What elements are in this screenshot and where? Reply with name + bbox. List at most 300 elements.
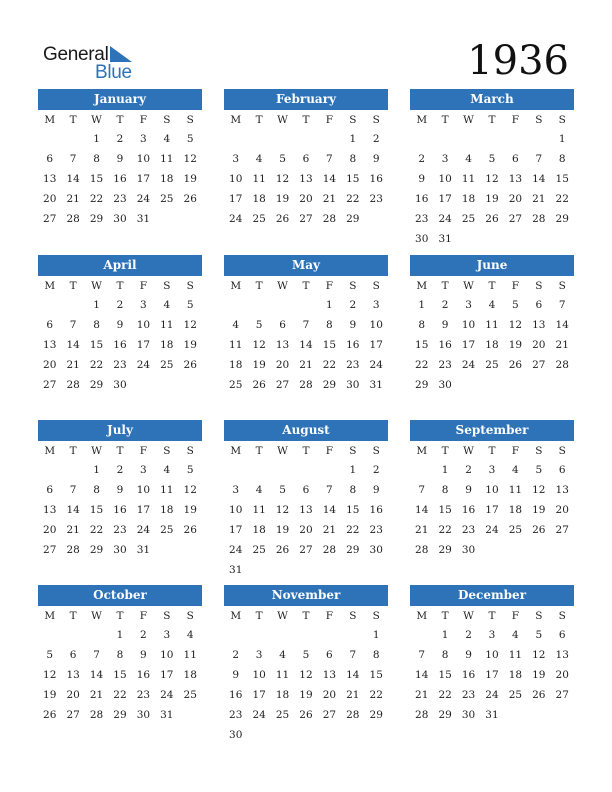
day-cell: 20 — [43, 524, 57, 536]
day-cell: 2 — [116, 133, 124, 145]
day-cell: 18 — [160, 173, 174, 185]
day-cell: 2 — [116, 299, 124, 311]
day-cell: 7 — [302, 319, 310, 331]
empty-day-cell — [294, 625, 317, 645]
day-cell: 21 — [322, 193, 337, 205]
day-cell: 6 — [302, 153, 310, 165]
day-cell: 16 — [136, 669, 151, 681]
month-header: April — [38, 255, 202, 276]
day-cell: 8 — [372, 649, 380, 661]
day-cell: 24 — [369, 359, 383, 371]
day-cell: 2 — [140, 629, 147, 641]
day-cell: 27 — [299, 213, 313, 225]
day-cell: 11 — [229, 339, 243, 351]
day-cell: 6 — [512, 153, 519, 165]
day-cell: 27 — [66, 709, 80, 721]
day-cell: 20 — [43, 359, 57, 371]
day-cell: 1 — [349, 133, 357, 145]
day-cell: 11 — [485, 319, 499, 331]
month-header: November — [224, 585, 388, 606]
day-cell: 28 — [66, 213, 80, 225]
day-cell: 26 — [275, 544, 290, 556]
day-cell: 19 — [508, 339, 523, 351]
day-cell: 15 — [555, 173, 569, 185]
empty-day-cell — [224, 295, 247, 315]
weekday-header: T — [488, 445, 496, 457]
empty-day-cell — [480, 129, 503, 149]
empty-day-cell — [61, 129, 84, 149]
day-cell: 6 — [302, 484, 310, 496]
empty-day-cell — [247, 129, 270, 149]
weekday-header: S — [163, 610, 171, 622]
day-cell: 31 — [136, 544, 151, 556]
day-cell: 26 — [485, 213, 499, 225]
empty-day-cell — [457, 129, 480, 149]
day-cell: 11 — [461, 173, 476, 185]
day-cell: 22 — [415, 359, 429, 371]
empty-day-cell — [271, 625, 294, 645]
day-cell: 20 — [299, 524, 313, 536]
empty-day-cell — [294, 295, 317, 315]
day-cell: 9 — [116, 484, 124, 496]
month-header: May — [224, 255, 388, 276]
day-cell: 5 — [535, 629, 543, 641]
weekday-header: M — [44, 114, 56, 126]
day-cell: 7 — [69, 484, 77, 496]
day-cell: 10 — [160, 649, 174, 661]
day-cell: 16 — [369, 173, 383, 185]
day-cell: 13 — [275, 339, 290, 351]
day-cell: 5 — [512, 299, 519, 311]
day-cell: 10 — [438, 173, 452, 185]
empty-day-cell — [318, 460, 341, 480]
day-cell: 27 — [275, 379, 290, 391]
day-cell: 17 — [252, 689, 266, 701]
day-cell: 24 — [438, 213, 452, 225]
day-cell: 3 — [140, 299, 147, 311]
day-cell: 11 — [160, 484, 174, 496]
day-cell: 15 — [89, 339, 104, 351]
day-cell: 19 — [275, 524, 290, 536]
year-title: 1936 — [467, 38, 569, 84]
day-cell: 21 — [532, 193, 546, 205]
day-cell: 14 — [555, 319, 569, 331]
day-cell: 24 — [461, 359, 476, 371]
day-cell: 3 — [372, 299, 380, 311]
day-cell: 9 — [140, 649, 147, 661]
day-cell: 29 — [89, 379, 104, 391]
weekday-header: T — [302, 445, 310, 457]
day-cell: 13 — [66, 669, 80, 681]
day-cell: 13 — [508, 173, 523, 185]
day-cell: 16 — [346, 339, 360, 351]
weekday-header: S — [186, 610, 194, 622]
day-cell: 20 — [555, 669, 569, 681]
day-cell: 20 — [322, 689, 337, 701]
weekday-header: M — [44, 280, 56, 292]
day-cell: 28 — [415, 709, 429, 721]
day-cell: 2 — [116, 464, 124, 476]
weekday-header: F — [139, 610, 148, 622]
weekday-header: T — [255, 445, 263, 457]
day-cell: 31 — [438, 233, 452, 245]
day-cell: 10 — [136, 484, 151, 496]
day-cell: 13 — [43, 173, 57, 185]
empty-day-cell — [247, 625, 270, 645]
day-cell: 28 — [322, 544, 337, 556]
day-cell: 6 — [46, 319, 54, 331]
weekday-header: T — [302, 114, 310, 126]
day-cell: 22 — [113, 689, 127, 701]
day-cell: 26 — [43, 709, 57, 721]
day-cell: 25 — [275, 709, 290, 721]
day-cell: 11 — [252, 504, 266, 516]
day-cell: 22 — [369, 689, 383, 701]
day-cell: 2 — [441, 299, 449, 311]
weekday-header: T — [116, 610, 124, 622]
weekday-header: W — [463, 114, 474, 126]
day-cell: 8 — [116, 649, 124, 661]
day-cell: 11 — [252, 173, 266, 185]
weekday-header: F — [139, 280, 148, 292]
day-cell: 21 — [89, 689, 104, 701]
month-days-grid — [224, 606, 388, 745]
day-cell: 7 — [326, 484, 333, 496]
day-cell: 19 — [183, 504, 197, 516]
day-cell: 25 — [229, 379, 243, 391]
day-cell: 23 — [136, 689, 151, 701]
day-cell: 15 — [89, 504, 104, 516]
weekday-header: S — [535, 114, 543, 126]
day-cell: 29 — [415, 379, 429, 391]
day-cell: 27 — [43, 544, 57, 556]
weekday-header: F — [325, 445, 334, 457]
day-cell: 19 — [275, 193, 290, 205]
month-days-grid — [410, 110, 574, 249]
weekday-header: T — [302, 610, 310, 622]
day-cell: 3 — [465, 299, 472, 311]
weekday-header: F — [325, 610, 334, 622]
weekday-header: S — [163, 280, 171, 292]
day-cell: 29 — [346, 544, 360, 556]
day-cell: 1 — [441, 464, 449, 476]
day-cell: 7 — [349, 649, 357, 661]
day-cell: 17 — [136, 504, 151, 516]
month-days-grid — [38, 276, 202, 395]
day-cell: 8 — [326, 319, 333, 331]
weekday-header: S — [186, 445, 194, 457]
empty-day-cell — [38, 460, 61, 480]
day-cell: 22 — [346, 193, 360, 205]
day-cell: 25 — [160, 359, 174, 371]
day-cell: 13 — [299, 504, 313, 516]
day-cell: 24 — [136, 524, 151, 536]
weekday-header: S — [372, 114, 380, 126]
month-header: September — [410, 420, 574, 441]
day-cell: 29 — [555, 213, 569, 225]
month-days-grid — [224, 110, 388, 229]
day-cell: 9 — [116, 153, 124, 165]
day-cell: 9 — [116, 319, 124, 331]
weekday-header: S — [372, 610, 380, 622]
empty-day-cell — [271, 460, 294, 480]
day-cell: 5 — [186, 133, 194, 145]
empty-day-cell — [224, 460, 247, 480]
day-cell: 24 — [252, 709, 266, 721]
weekday-header: T — [488, 280, 496, 292]
day-cell: 6 — [326, 649, 333, 661]
day-cell: 2 — [349, 299, 357, 311]
day-cell: 12 — [299, 669, 313, 681]
empty-day-cell — [294, 129, 317, 149]
day-cell: 4 — [163, 133, 171, 145]
day-cell: 10 — [369, 319, 383, 331]
weekday-header: S — [186, 114, 194, 126]
weekday-header: F — [325, 280, 334, 292]
day-cell: 8 — [441, 649, 449, 661]
weekday-header: M — [230, 114, 242, 126]
month-october — [38, 585, 202, 725]
day-cell: 28 — [322, 213, 337, 225]
day-cell: 11 — [508, 649, 523, 661]
day-cell: 23 — [461, 689, 476, 701]
weekday-header: M — [416, 610, 428, 622]
day-cell: 25 — [508, 689, 523, 701]
day-cell: 1 — [93, 299, 100, 311]
day-cell: 30 — [461, 709, 476, 721]
day-cell: 3 — [232, 153, 240, 165]
empty-day-cell — [271, 129, 294, 149]
day-cell: 25 — [183, 689, 197, 701]
weekday-header: S — [535, 610, 543, 622]
day-cell: 18 — [160, 339, 174, 351]
month-header: January — [38, 89, 202, 110]
day-cell: 22 — [89, 193, 104, 205]
day-cell: 1 — [349, 464, 357, 476]
day-cell: 17 — [136, 339, 151, 351]
month-days-grid — [224, 441, 388, 580]
day-cell: 7 — [418, 484, 426, 496]
day-cell: 10 — [136, 153, 151, 165]
day-cell: 29 — [438, 709, 452, 721]
empty-day-cell — [504, 129, 527, 149]
month-header: March — [410, 89, 574, 110]
day-cell: 14 — [322, 504, 337, 516]
day-cell: 2 — [465, 464, 472, 476]
day-cell: 18 — [508, 669, 523, 681]
logo-text-general: General — [43, 44, 109, 65]
weekday-header: T — [488, 114, 496, 126]
empty-day-cell — [433, 129, 456, 149]
day-cell: 1 — [418, 299, 426, 311]
day-cell: 14 — [66, 339, 80, 351]
day-cell: 30 — [438, 379, 452, 391]
day-cell: 22 — [89, 524, 104, 536]
day-cell: 31 — [369, 379, 383, 391]
day-cell: 11 — [508, 484, 523, 496]
weekday-header: T — [488, 610, 496, 622]
day-cell: 28 — [66, 379, 80, 391]
weekday-header: M — [230, 610, 242, 622]
day-cell: 14 — [415, 669, 429, 681]
day-cell: 14 — [346, 669, 360, 681]
day-cell: 16 — [461, 504, 476, 516]
day-cell: 31 — [229, 564, 243, 576]
day-cell: 28 — [66, 544, 80, 556]
day-cell: 15 — [346, 173, 360, 185]
weekday-header: F — [139, 445, 148, 457]
day-cell: 16 — [461, 669, 476, 681]
empty-day-cell — [38, 625, 61, 645]
day-cell: 29 — [438, 544, 452, 556]
weekday-header: W — [463, 445, 474, 457]
day-cell: 18 — [485, 339, 499, 351]
month-may — [224, 255, 388, 395]
day-cell: 18 — [508, 504, 523, 516]
weekday-header: T — [441, 280, 449, 292]
day-cell: 6 — [558, 629, 566, 641]
weekday-header: S — [349, 610, 357, 622]
weekday-header: T — [69, 280, 77, 292]
empty-day-cell — [85, 625, 108, 645]
day-cell: 16 — [438, 339, 452, 351]
day-cell: 8 — [93, 484, 100, 496]
month-days-grid — [410, 276, 574, 395]
day-cell: 10 — [485, 484, 499, 496]
day-cell: 11 — [160, 153, 174, 165]
day-cell: 9 — [418, 173, 426, 185]
day-cell: 5 — [46, 649, 54, 661]
day-cell: 5 — [186, 299, 194, 311]
day-cell: 3 — [232, 484, 240, 496]
weekday-header: T — [116, 445, 124, 457]
weekday-header: M — [416, 114, 428, 126]
day-cell: 31 — [160, 709, 174, 721]
day-cell: 10 — [485, 649, 499, 661]
day-cell: 15 — [322, 339, 337, 351]
weekday-header: W — [91, 445, 102, 457]
day-cell: 15 — [438, 669, 452, 681]
day-cell: 27 — [532, 359, 546, 371]
day-cell: 21 — [66, 359, 80, 371]
day-cell: 20 — [275, 359, 290, 371]
day-cell: 9 — [372, 484, 380, 496]
weekday-header: S — [558, 445, 566, 457]
day-cell: 22 — [322, 359, 337, 371]
day-cell: 1 — [93, 464, 100, 476]
month-days-grid — [224, 276, 388, 395]
day-cell: 25 — [160, 524, 174, 536]
day-cell: 18 — [183, 669, 197, 681]
day-cell: 5 — [535, 464, 543, 476]
day-cell: 4 — [488, 299, 496, 311]
day-cell: 18 — [252, 193, 266, 205]
day-cell: 18 — [461, 193, 476, 205]
day-cell: 8 — [349, 484, 357, 496]
day-cell: 4 — [186, 629, 194, 641]
day-cell: 24 — [229, 213, 243, 225]
day-cell: 25 — [252, 544, 266, 556]
weekday-header: S — [372, 445, 380, 457]
day-cell: 23 — [113, 524, 127, 536]
day-cell: 30 — [415, 233, 429, 245]
day-cell: 13 — [532, 319, 546, 331]
day-cell: 26 — [252, 379, 266, 391]
day-cell: 17 — [160, 669, 174, 681]
day-cell: 22 — [438, 524, 452, 536]
weekday-header: F — [511, 445, 520, 457]
day-cell: 13 — [555, 484, 569, 496]
day-cell: 25 — [252, 213, 266, 225]
day-cell: 11 — [160, 319, 174, 331]
day-cell: 25 — [160, 193, 174, 205]
day-cell: 21 — [66, 193, 80, 205]
empty-day-cell — [61, 460, 84, 480]
weekday-header: S — [163, 445, 171, 457]
day-cell: 23 — [415, 213, 429, 225]
day-cell: 22 — [555, 193, 569, 205]
day-cell: 23 — [113, 359, 127, 371]
day-cell: 21 — [555, 339, 569, 351]
day-cell: 30 — [136, 709, 151, 721]
month-days-grid — [410, 606, 574, 725]
weekday-header: W — [91, 280, 102, 292]
day-cell: 15 — [369, 669, 383, 681]
day-cell: 30 — [369, 544, 383, 556]
day-cell: 24 — [485, 524, 499, 536]
day-cell: 6 — [558, 464, 566, 476]
day-cell: 3 — [255, 649, 263, 661]
day-cell: 16 — [415, 193, 429, 205]
day-cell: 21 — [322, 524, 337, 536]
month-header: June — [410, 255, 574, 276]
day-cell: 20 — [532, 339, 546, 351]
weekday-header: S — [535, 280, 543, 292]
weekday-header: T — [69, 445, 77, 457]
day-cell: 28 — [532, 213, 546, 225]
month-days-grid — [410, 441, 574, 560]
day-cell: 8 — [418, 319, 426, 331]
day-cell: 12 — [508, 319, 523, 331]
month-header: December — [410, 585, 574, 606]
empty-day-cell — [318, 129, 341, 149]
month-december — [410, 585, 574, 725]
day-cell: 5 — [279, 484, 286, 496]
day-cell: 11 — [275, 669, 290, 681]
weekday-header: T — [441, 445, 449, 457]
day-cell: 11 — [183, 649, 197, 661]
day-cell: 16 — [229, 689, 243, 701]
day-cell: 24 — [160, 689, 174, 701]
month-january — [38, 89, 202, 229]
day-cell: 30 — [113, 213, 127, 225]
weekday-header: M — [44, 610, 56, 622]
day-cell: 26 — [508, 359, 523, 371]
month-september — [410, 420, 574, 560]
empty-day-cell — [38, 129, 61, 149]
day-cell: 18 — [275, 689, 290, 701]
day-cell: 8 — [93, 153, 100, 165]
day-cell: 23 — [438, 359, 452, 371]
day-cell: 2 — [232, 649, 240, 661]
month-header: August — [224, 420, 388, 441]
day-cell: 26 — [299, 709, 313, 721]
logo-triangle-icon — [110, 46, 132, 62]
weekday-header: S — [349, 114, 357, 126]
weekday-header: M — [416, 280, 428, 292]
weekday-header: W — [277, 280, 288, 292]
day-cell: 21 — [66, 524, 80, 536]
